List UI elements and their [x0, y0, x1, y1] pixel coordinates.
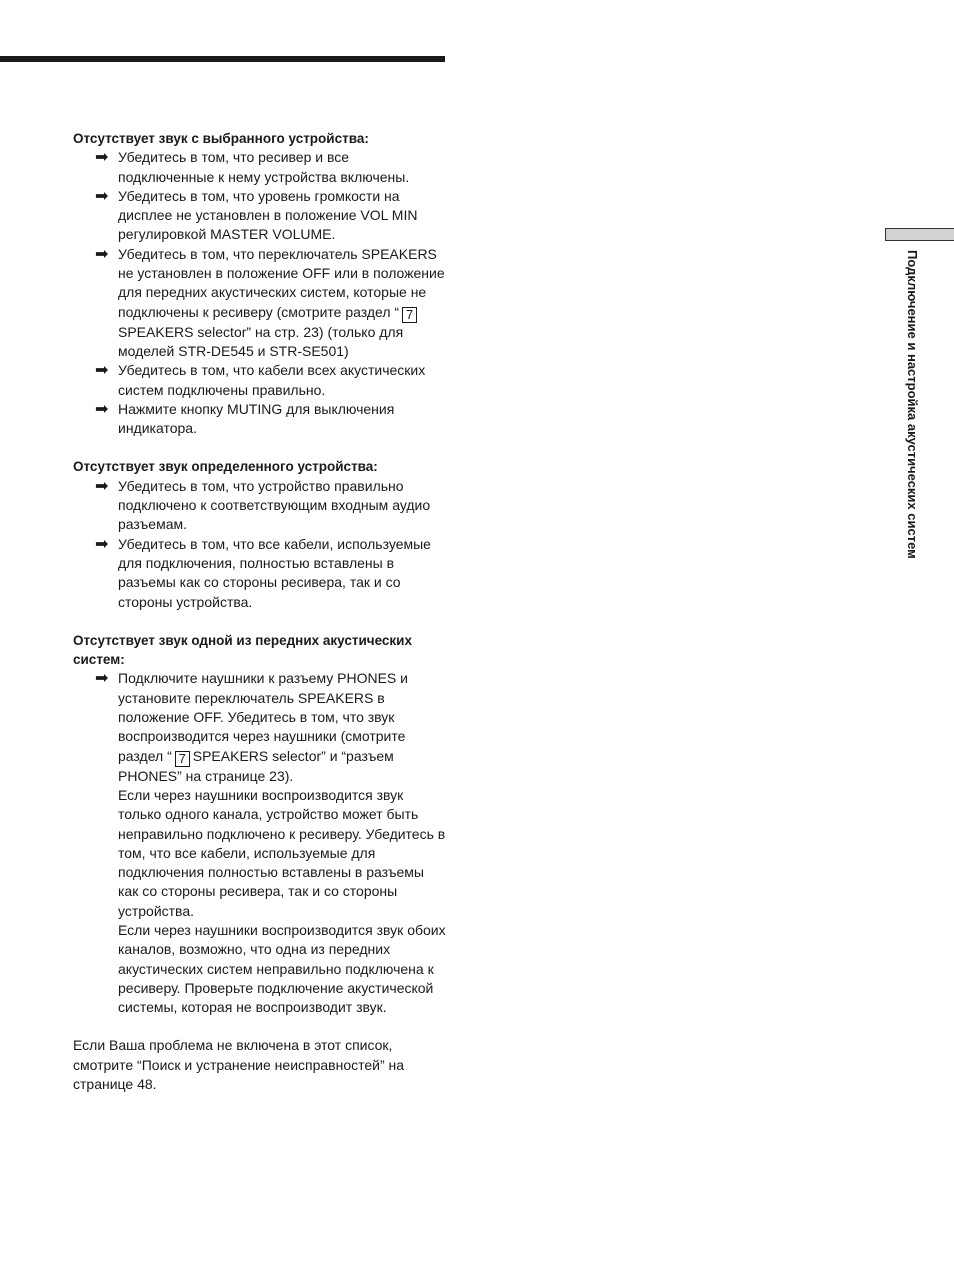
section-heading: Отсутствует звук с выбранного устройства:: [73, 131, 369, 146]
reference-number-box: 7: [402, 307, 417, 323]
list-item: ➡ Убедитесь в том, что уровень громкости на дисплее не установлен в положение VOL MIN регулировкой MASTER VOLUME.: [95, 187, 418, 243]
header-rule: [0, 56, 445, 62]
arrow-icon: ➡: [95, 535, 109, 553]
arrow-icon: ➡: [95, 245, 109, 263]
list-item: ➡ Убедитесь в том, что кабели всех акустических систем подключены правильно.: [95, 362, 426, 398]
list-item: ➡ Убедитесь в том, что устройство правильно подключено к соответствующим входным аудио разъемам.: [95, 477, 431, 533]
section-tab-marker: [885, 228, 954, 241]
list-item: ➡ Убедитесь в том, что переключатель SPEAKERS не установлен в положение OFF или в положение для передних акустических систем, которые не подключены к ресиверу (смотрите раздел “ 7SPEAKERS selector” на стр. 23) (только для моделей STR-DE545 и STR-SE501): [95, 245, 445, 359]
list-item: ➡ Нажмите кнопку MUTING для выключения индикатора.: [95, 400, 395, 437]
troubleshooting-content: [73, 129, 448, 1094]
reference-number-box: 7: [175, 751, 190, 767]
list-item: ➡ Подключите наушники к разъему PHONES и установите переключатель SPEAKERS в положение OFF. Убедитесь в том, что звук воспроизводится через наушники (смотрите раздел “ 7 SPEAKERS selector” и “разъем PHONES” на странице 23). Если через наушники воспроизводится звук только одного канала, устройство может быть неправильно подключено к ресиверу. Убедитесь в том, что все кабели, используемые для подключения полностью вставлены в разъемы как со стороны ресивера, так и со стороны устройства. Если через наушники воспроизводится звук обоих каналов, возможно, что одна из передних акустических систем неправильно подключена к ресиверу. Проверьте подключение акустической системы, которая не воспроизводит звук.: [73, 669, 448, 1017]
footer-note: Если Ваша проблема не включена в этот список, смотрите “Поиск и устранение неисправностей” на странице 48.: [73, 1037, 405, 1093]
arrow-icon: ➡: [95, 477, 109, 495]
arrow-icon: ➡: [95, 149, 109, 167]
list-item: ➡ Убедитесь в том, что все кабели, используемые для подключения, полностью вставлены в разъемы как со стороны ресивера, так и со стороны устройства.: [95, 535, 431, 610]
section-no-sound-selected: [73, 129, 448, 438]
side-section-title: Подключение и настройка акустических систем: [905, 250, 920, 559]
section-no-sound-front-speaker: [73, 631, 448, 1018]
item-paragraph: Если через наушники воспроизводится звук только одного канала, устройство может быть неправильно подключено к ресиверу. Убедитесь в том, что все кабели, используемые для подключения полностью вставлены в разъемы как со стороны ресивера, так и со стороны устройства.: [118, 786, 446, 919]
list-item: ➡ Убедитесь в том, что ресивер и все подключенные к нему устройства включены.: [95, 149, 410, 185]
arrow-icon: ➡: [95, 400, 109, 418]
arrow-icon: ➡: [95, 362, 109, 380]
arrow-icon: ➡: [95, 670, 109, 688]
arrow-icon: ➡: [95, 187, 109, 205]
section-no-sound-specific: [73, 457, 448, 611]
section-heading: Отсутствует звук одной из передних акустических систем:: [73, 632, 412, 668]
item-paragraph: Если через наушники воспроизводится звук обоих каналов, возможно, что одна из передних акустических систем неправильно подключена к ресиверу. Проверьте подключение акустической системы, которая не воспроизводит звук.: [118, 921, 446, 1016]
section-heading: Отсутствует звук определенного устройства:: [73, 459, 378, 475]
